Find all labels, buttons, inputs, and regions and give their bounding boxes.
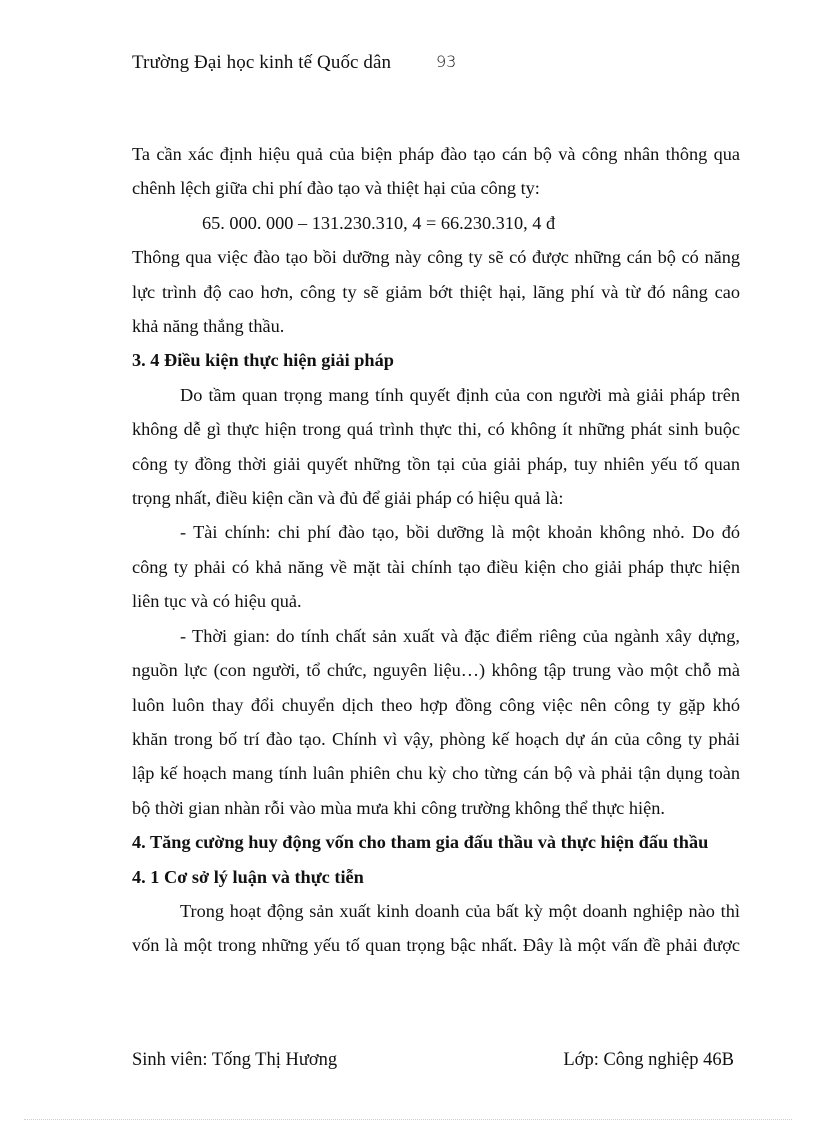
paragraph-line: nguồn lực (con người, tổ chức, nguyên liệu…) không tập trung vào một chỗ mà [132, 660, 740, 681]
subsection-heading: 4. 1 Cơ sở lý luận và thực tiễn [132, 866, 364, 887]
formula-line: 65. 000. 000 – 131.230.310, 4 = 66.230.310, 4 đ [202, 212, 556, 233]
paragraph-line: khăn trong bố trí đào tạo. Chính vì vậy, phòng kế hoạch dự án của công ty phải [132, 728, 740, 749]
paragraph-line: vốn là một trong những yếu tố quan trọng bậc nhất. Đây là một vấn đề phải được [132, 935, 740, 956]
paragraph-line: bộ thời gian nhàn rỗi vào mùa mưa khi công trường không thể thực hiện. [132, 797, 665, 818]
paragraph-line: không dễ gì thực hiện trong quá trình thực thi, có không ít những phát sinh buộc [132, 419, 740, 440]
paragraph-line: luôn luôn thay đổi chuyển dịch theo hợp đồng công việc nên công ty gặp khó [132, 694, 740, 715]
footer-class-name: Lớp: Công nghiệp 46B [563, 1050, 734, 1070]
section-heading: 4. Tăng cường huy động vốn cho tham gia đấu thầu và thực hiện đấu thầu [132, 832, 709, 853]
document-body [132, 137, 740, 963]
paragraph-line: Ta cần xác định hiệu quả của biện pháp đào tạo cán bộ và công nhân thông qua [132, 144, 740, 164]
header-school-name: Trường Đại học kinh tế Quốc dân [132, 52, 392, 73]
paragraph-line: lực trình độ cao hơn, công ty sẽ giảm bớt thiệt hại, lãng phí và từ đó nâng cao [132, 281, 740, 302]
section-heading: 3. 4 Điều kiện thực hiện giải pháp [132, 350, 394, 371]
paragraph-line: công ty phải có khả năng về mặt tài chính tạo điều kiện cho giải pháp thực hiện [132, 556, 740, 577]
paragraph-line: Do tầm quan trọng mang tính quyết định của con người mà giải pháp trên [180, 384, 740, 405]
page-bottom-divider [24, 1119, 792, 1120]
paragraph-line: - Tài chính: chi phí đào tạo, bồi dưỡng là một khoản không nhỏ. Do đó [180, 522, 740, 543]
paragraph-line: trọng nhất, điều kiện cần và đủ để giải pháp có hiệu quả là: [132, 488, 564, 509]
footer-student-name: Sinh viên: Tống Thị Hương [132, 1050, 338, 1070]
paragraph-line: chênh lệch giữa chi phí đào tạo và thiệt hại của công ty: [132, 178, 540, 199]
paragraph-line: Trong hoạt động sản xuất kinh doanh của bất kỳ một doanh nghiệp nào thì [180, 900, 740, 921]
paragraph-line: lập kế hoạch mang tính luân phiên chu kỳ cho từng cán bộ và phải tận dụng toàn [132, 763, 740, 784]
paragraph-line: công ty đồng thời giải quyết những tồn tại của giải pháp, tuy nhiên yếu tố quan [132, 453, 740, 474]
paragraph-line: liên tục và có hiệu quả. [132, 591, 302, 612]
paragraph-line: - Thời gian: do tính chất sản xuất và đặc điểm riêng của ngành xây dựng, [180, 625, 740, 646]
paragraph-line: khả năng thắng thầu. [132, 316, 285, 337]
page-number: 93 [436, 52, 457, 71]
paragraph-line: Thông qua việc đào tạo bồi dưỡng này công ty sẽ có được những cán bộ có năng [132, 247, 740, 268]
